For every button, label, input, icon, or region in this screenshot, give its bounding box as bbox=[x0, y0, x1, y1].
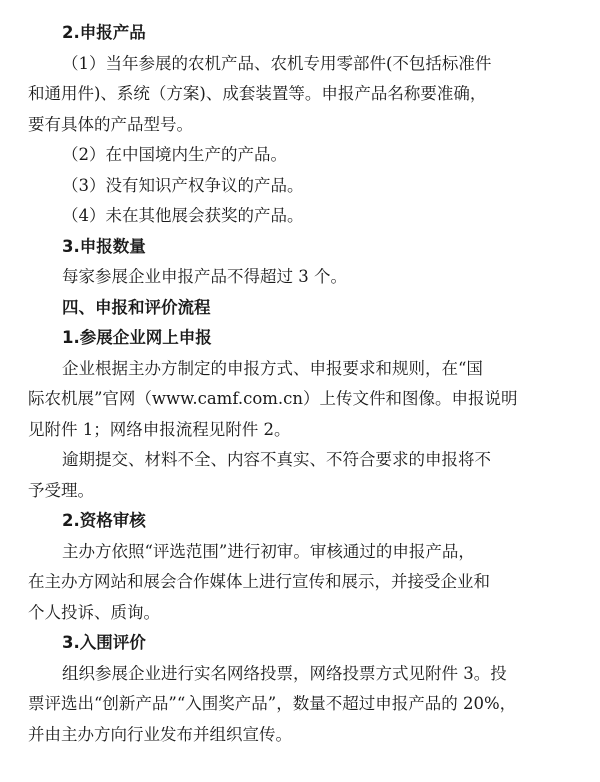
paragraph-line: 际农机展”官网（www.camf.com.cn）上传文件和图像。申报说明 bbox=[28, 389, 518, 408]
paragraph-line: 要有具体的产品型号。 bbox=[28, 114, 193, 134]
paragraph-line: 企业根据主办方制定的申报方式、申报要求和规则，在“国 bbox=[62, 358, 483, 378]
paragraph-line: 在主办方网站和展会合作媒体上进行宣传和展示，并接受企业和 bbox=[28, 572, 490, 591]
paragraph-line: 见附件 1；网络申报流程见附件 2。 bbox=[28, 419, 291, 439]
paragraph-shortlist bbox=[28, 659, 570, 751]
paragraph-online-application bbox=[28, 354, 570, 446]
paragraph-review bbox=[28, 537, 570, 629]
list-item-ip: （3）没有知识产权争议的产品。 bbox=[62, 175, 304, 195]
paragraph-line: 和通用件)、系统（方案)、成套装置等。申报产品名称要准确， bbox=[28, 84, 487, 103]
list-item-no-award: （4）未在其他展会获奖的产品。 bbox=[62, 206, 304, 225]
paragraph-line: 主办方依照“评选范围”进行初审。审核通过的申报产品， bbox=[62, 541, 475, 561]
section-heading-products: 2.申报产品 bbox=[62, 23, 146, 42]
step-heading-online: 1.参展企业网上申报 bbox=[62, 328, 212, 347]
paragraph-line: 并由主办方向行业发布并组织宣传。 bbox=[28, 724, 292, 744]
paragraph-rejection bbox=[28, 445, 570, 506]
step-heading-shortlist: 3.入围评价 bbox=[62, 633, 146, 652]
part-heading-process: 四、申报和评价流程 bbox=[62, 297, 211, 317]
paragraph-line: 组织参展企业进行实名网络投票，网络投票方式见附件 3。投 bbox=[62, 663, 507, 683]
step-heading-review: 2.资格审核 bbox=[62, 511, 146, 530]
paragraph-product-scope bbox=[28, 49, 570, 141]
paragraph-line: 个人投诉、质询。 bbox=[28, 602, 160, 622]
paragraph-line: 逾期提交、材料不全、内容不真实、不符合要求的申报将不 bbox=[62, 450, 491, 469]
quantity-text: 每家参展企业申报产品不得超过 3 个。 bbox=[62, 267, 347, 286]
paragraph-line: （1）当年参展的农机产品、农机专用零部件(不包括标准件 bbox=[62, 53, 492, 73]
section-heading-quantity: 3.申报数量 bbox=[62, 236, 146, 256]
list-item-domestic: （2）在中国境内生产的产品。 bbox=[62, 145, 287, 164]
paragraph-line: 予受理。 bbox=[28, 480, 94, 500]
paragraph-line: 票评选出“创新产品”“入围奖产品”，数量不超过申报产品的 20%， bbox=[28, 694, 517, 713]
